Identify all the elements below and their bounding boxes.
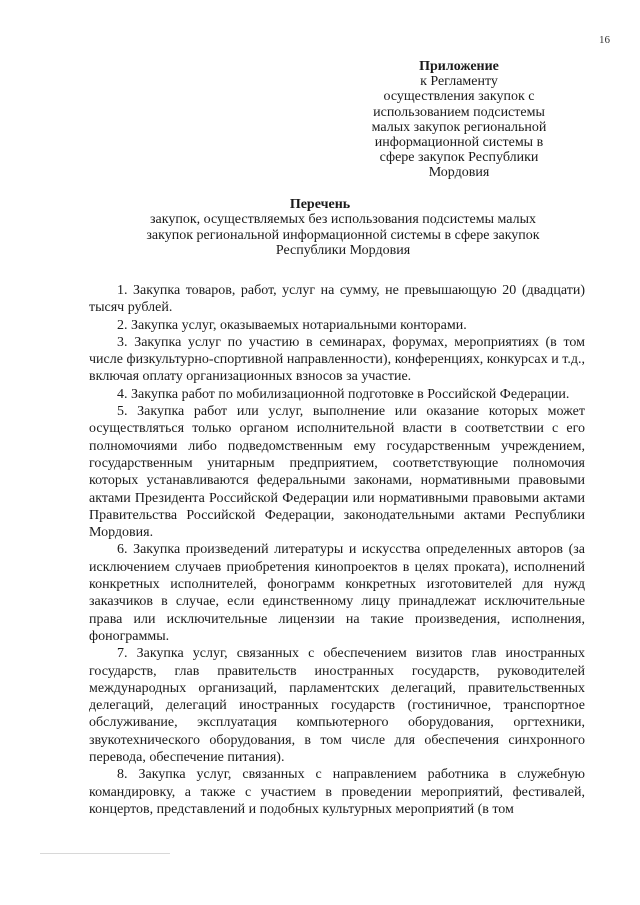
appendix-line: малых закупок региональной xyxy=(371,119,547,135)
appendix-line: Мордовия xyxy=(428,165,490,181)
subtitle-line: закупок, осуществляемых без использования подсистемы малых xyxy=(150,212,536,227)
appendix-block xyxy=(352,59,566,181)
scan-edge-line xyxy=(40,853,170,854)
appendix-line: к Регламенту xyxy=(420,74,498,90)
appendix-line: сфере закупок Республики xyxy=(379,150,539,166)
appendix-line: информационной системы в xyxy=(374,135,544,151)
subtitle-line: Республики Мордовия xyxy=(275,243,411,258)
document-subtitle xyxy=(128,212,558,259)
list-item-7: 7. Закупка услуг, связанных с обеспечением визитов глав иностранных государств, глав правительств иностранных государств, руководителей международных организаций, парламентских делегаций, правительственных делегаций, делегаций иностранных государств (гостиничное, транспортное обслуживание, эксплуатация компьютерного оборудования, оргтехники, звукотехнического оборудования, в том числе для обеспечения синхронного перевода, обеспечение питания). xyxy=(89,646,585,766)
list-item-3: 3. Закупка услуг по участию в семинарах, форумах, мероприятиях (в том числе физкультурно-спортивной направленности), конференциях, конкурсах и т.д., включая оплату организационных взносов за участие. xyxy=(89,334,585,385)
subtitle-line: закупок региональной информационной системы в сфере закупок xyxy=(146,227,540,243)
list-items xyxy=(89,282,585,818)
list-item-1: 1. Закупка товаров, работ, услуг на сумму, не превышающую 20 (двадцати) тысяч рублей. xyxy=(89,283,585,316)
appendix-line: использованием подсистемы xyxy=(373,104,545,120)
page-number: 16 xyxy=(599,34,610,46)
list-item-4: 4. Закупка работ по мобилизационной подготовке в Российской Федерации. xyxy=(117,386,570,402)
document-title: Перечень xyxy=(289,197,351,212)
list-item-8: 8. Закупка услуг, связанных с направлением работника в служебную командировку, а также с участием в проведении мероприятий, фестивалей, концертов, представлений и подобных культурных мероприятий (в том xyxy=(89,767,585,817)
list-item-6: 6. Закупка произведений литературы и искусства определенных авторов (за исключением случаев приобретения кинопроектов в целях проката), исполнений конкретных исполнителей, фонограмм конкретных изготовителей для нужд заказчиков в случае, если единственному лицу принадлежат исключительные права или исключительные лицензии на такие произведения, исполнения, фонограммы. xyxy=(89,542,585,644)
appendix-line: осуществления закупок с xyxy=(383,89,535,105)
appendix-heading: Приложение xyxy=(419,59,499,74)
list-item-5: 5. Закупка работ или услуг, выполнение или оказание которых может осуществляться только органом исполнительной власти в соответствии с его полномочиями либо подведомственным ему государственным учреждением, государственным унитарным предприятием, соответствующие полномочия которых устанавливаются федеральными законами, нормативными правовыми актами Президента Российской Федерации или нормативными правовыми актами Правительства Российской Федерации, законодательными актами Республики Мордовия. xyxy=(89,404,585,541)
list-item-2: 2. Закупка услуг, оказываемых нотариальными конторами. xyxy=(117,317,467,333)
